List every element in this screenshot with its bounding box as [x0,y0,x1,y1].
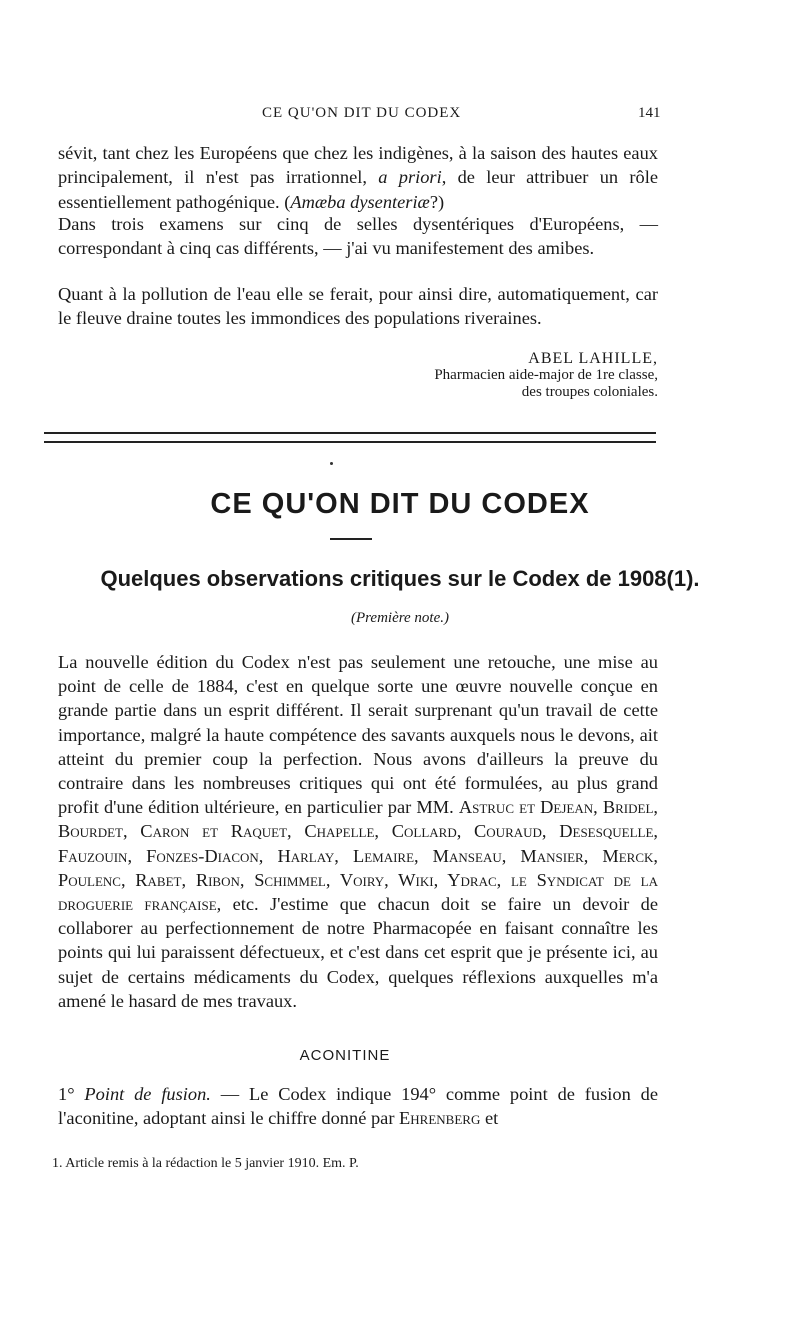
running-title: CE QU'ON DIT DU CODEX [262,105,462,121]
cited-names: Astruc et Dejean, Bridel, Bourdet, Caron et Raquet, Chapelle, Collard, Couraud, Desesquelle, Fauzouin, Fonzes-Diacon, Harlay, Lemaire, Manseau, Mansier, Merck, Poulenc, Rabet, Ribon, Schimmel, Voiry, Wiki, Ydrac, le Syndicat de la droguerie française [58,797,658,915]
ink-dot [330,462,333,465]
signature-block [300,350,658,401]
paragraph-text: et [480,1108,499,1129]
article-subtitle [0,566,800,592]
paragraph-text: — Le Codex indique 194° comme point de fusion de l'aconitine, adoptant ainsi le chiffre donné par [58,1084,658,1129]
section-title: CE QU'ON DIT DU CODEX [210,488,590,520]
subtitle-text: Quelques observations critiques sur le Codex de 1908 [100,566,667,591]
author-affiliation: des troupes coloniales. [521,384,658,400]
heading-aconitine: ACONITINE [299,1047,391,1064]
page-number: 141 [638,105,661,121]
paragraph-continuation [58,141,658,214]
paragraph-examens: Dans trois examens sur cinq de selles dysentériques d'Européens, — correspondant à cinq cas différents, — j'ai vu manifestement des amibes. [58,214,658,259]
list-marker: 1° [58,1084,85,1104]
italic-species: Amæba dysenteriæ [290,191,430,212]
paragraph-point-de-fusion [58,1082,658,1131]
double-rule-divider [44,432,656,443]
paragraph-text: La nouvelle édition du Codex n'est pas seulement une retouche, une mise au point de celle de 1884, c'est en quelque sorte une œuvre nouvelle conçue en grande partie dans un esprit différent. Il serait surprenant qu'un travail de cette importance, malgré la haute compétence des savants auxquels nous le devons, ait atteint du premier coup la perfection. Nous avons d'ailleurs la preuve du contraire dans les nombreuses critiques qui ont été formulées, au plus grand profit d'une édition ultérieure, en particulier par MM. [58,652,658,818]
author-title: Pharmacien aide-major de 1re classe, [434,367,658,383]
paragraph-introduction [58,650,658,1013]
paragraph-text: ?) [429,191,445,212]
paragraph-text: , de leur attribuer un rôle essentiellement pathogénique. ( [58,167,658,212]
cited-name: Ehrenberg [399,1108,481,1129]
paragraph-text: sévit, tant chez les Européens que chez les indigènes, à la saison des hautes eaux principalement, il n'est pas irrationnel, [58,143,658,188]
footnote: 1. Article remis à la rédaction le 5 janvier 1910. Em. P. [52,1156,359,1171]
paragraph-pollution: Quant à la pollution de l'eau elle se ferait, pour ainsi dire, automatiquement, car le fleuve draine toutes les immondices des populations riveraines. [58,284,658,329]
footnote-ref: (1). [666,566,700,591]
paragraph-text: , etc. J'estime que chacun doit se faire un devoir de collaborer au perfectionnement de notre Pharmacopée en faisant connaître les points qui lui paraissent défectueux, et c'est dans cet esprit que je présente ici, au sujet de certains médicaments du Codex, quelques réflexions auxquelles m'a amené le hasard de mes travaux. [58,894,658,1011]
note-label: (Première note.) [350,610,449,626]
italic-phrase: a priori [378,167,442,188]
author-name: ABEL LAHILLE, [528,350,658,367]
italic-heading: Point de fusion. [84,1084,211,1104]
title-underline [330,538,372,540]
running-head [0,105,800,129]
